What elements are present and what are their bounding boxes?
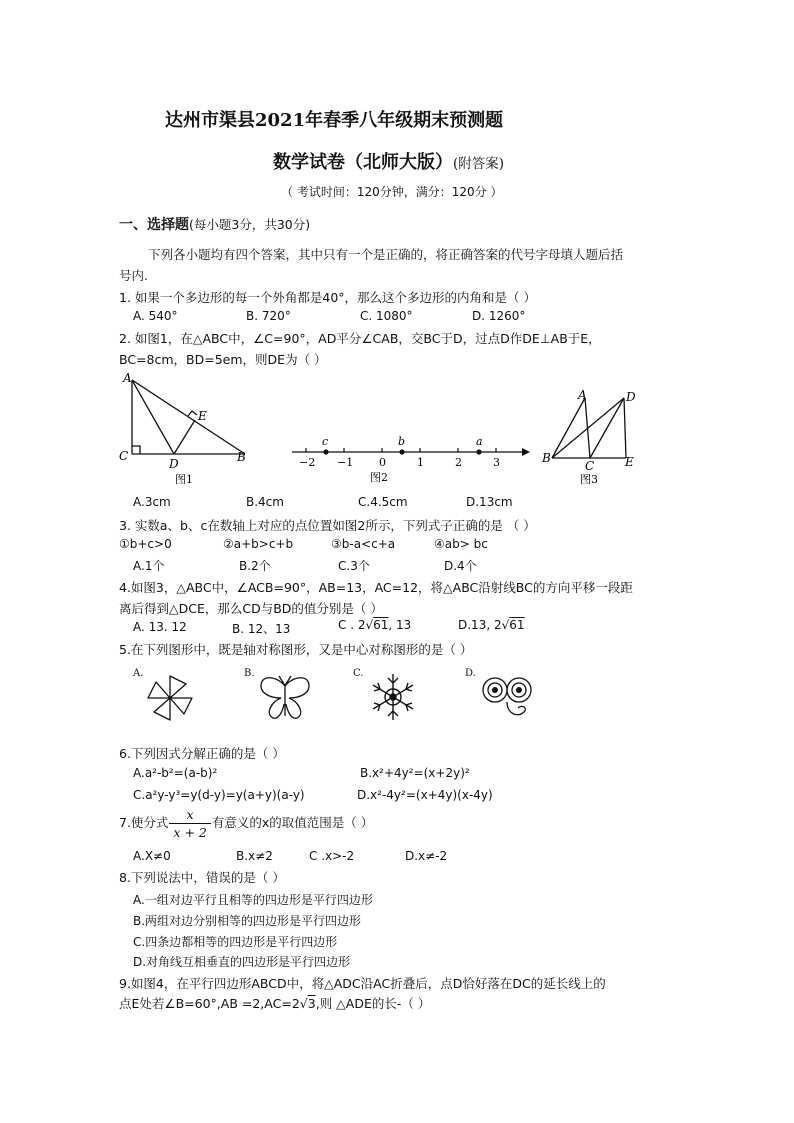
q7-denominator: x + 2	[173, 825, 207, 840]
q4-option-b: B. 12、13	[232, 622, 291, 636]
tick-label: 1	[417, 456, 424, 469]
q7-option-a: A.X≠0	[133, 849, 171, 863]
q1-stem: 1. 如果一个多边形的每一个外角都是40°，那么这个多边形的内角和是（ ）	[119, 290, 537, 305]
q7-prefix: 7.使分式	[119, 815, 169, 830]
q9-suffix: ,则 △ADE的长-（ ）	[315, 996, 431, 1011]
q2-option-c: C.4.5cm	[358, 495, 408, 509]
fig1-label-d: D	[169, 457, 179, 471]
section-heading	[119, 214, 310, 234]
q1-option-b: B. 720°	[246, 309, 291, 323]
q7-suffix: 有意义的x的取值范围是（ ）	[211, 815, 374, 830]
q3-statement-1: ①b+c>0	[119, 537, 172, 551]
eyes-icon	[478, 674, 538, 722]
q7-fraction	[169, 806, 210, 841]
q4-d-prefix: D.13, 2	[458, 618, 502, 632]
q8-option-d: D.对角线互相垂直的四边形是平行四边形	[133, 955, 351, 969]
fig2-caption: 图2	[370, 471, 388, 484]
figure-1	[115, 368, 255, 488]
q7-option-d: D.x≠-2	[405, 849, 448, 863]
fig1-label-e: E	[198, 409, 207, 423]
q4-option-d: D.13, 2√61	[458, 618, 525, 632]
fig1-label-c: C	[119, 449, 129, 463]
q9-prefix: 点E处若∠B=60°,AB =2,AC=2	[119, 996, 300, 1011]
subtitle-main: 数学试卷（北师大版）	[273, 152, 453, 173]
q3-statement-4: ④ab> bc	[434, 537, 488, 551]
fig1-caption: 图1	[175, 473, 193, 486]
fig3-label-e: E	[625, 455, 634, 469]
pinwheel-icon	[142, 670, 198, 726]
instruction-line2: 号内.	[119, 268, 148, 283]
fig3-label-b: B	[542, 451, 551, 465]
q4-c-suffix: , 13	[388, 618, 412, 632]
q5-option-a-label: A.	[133, 668, 144, 679]
q3-option-a: A.1个	[133, 559, 165, 573]
q8-option-c: C.四条边都相等的四边形是平行四边形	[133, 935, 338, 949]
q6-option-c: C.a²y-y³=y(d-y)=y(a+y)(a-y)	[133, 788, 305, 802]
q4-d-radicand: 61	[509, 618, 525, 632]
q7-option-b: B.x≠2	[236, 849, 273, 863]
q8-stem: 8.下列说法中，错误的是（ ）	[119, 870, 285, 885]
q4-option-a: A. 13. 12	[133, 620, 187, 634]
q2-option-a: A.3cm	[133, 495, 171, 509]
fig2-label-a: a	[476, 435, 483, 448]
q7-option-c: C .x>-2	[309, 849, 355, 863]
snowflake-icon	[366, 670, 420, 724]
fig3-label-c: C	[585, 459, 595, 473]
q5-option-b-label: B.	[244, 668, 255, 679]
point-b	[399, 449, 404, 454]
point-a	[476, 449, 481, 454]
q1-option-d: D. 1260°	[472, 309, 526, 323]
exam-subtitle	[273, 148, 504, 174]
figure-3	[540, 388, 650, 488]
fig1-label-a: A	[123, 371, 132, 385]
q4-stem-line2: 离后得到△DCE，那么CD与BD的值分别是（ ）	[119, 601, 383, 616]
q6-option-d: D.x²-4y²=(x+4y)(x-4y)	[357, 788, 493, 802]
q9-radicand: 3	[307, 996, 316, 1011]
fig3-label-d: D	[626, 390, 636, 404]
tick-label: 0	[379, 456, 386, 469]
fig2-label-b: b	[398, 435, 406, 448]
q6-option-a: A.a²-b²=(a-b)²	[133, 766, 218, 780]
q3-option-c: C.3个	[338, 559, 370, 573]
tick-label: 2	[455, 456, 462, 469]
section-title: 一、选择题	[119, 217, 189, 233]
q4-option-c: C . 2√61, 13	[338, 618, 412, 632]
q9-stem-line2: 点E处若∠B=60°,AB =2,AC=2√3,则 △ADE的长-（ ）	[119, 996, 431, 1011]
q3-statement-3: ③b-a<c+a	[331, 537, 396, 551]
tick-label: −1	[337, 456, 354, 469]
q5-option-c-label: C.	[353, 668, 364, 679]
butterfly-icon	[255, 672, 315, 724]
q5-option-d-label: D.	[465, 668, 476, 679]
q4-c-prefix: C . 2	[338, 618, 366, 632]
fig3-label-a: A	[578, 388, 587, 402]
q1-option-a: A. 540°	[133, 309, 178, 323]
exam-info: （ 考试时间：120分钟，满分：120分 ）	[281, 185, 503, 199]
q4-stem-line1: 4.如图3，△ABC中，∠ACB=90°，AB=13，AC=12，将△ABC沿射线BC的方向平移一段距	[119, 580, 633, 595]
q2-stem-line2: BC=8cm，BD=5em，则DE为（ ）	[119, 352, 327, 367]
q3-stem: 3. 实数a、b、c在数轴上对应的点位置如图2所示，下列式子正确的是 （ ）	[119, 518, 536, 533]
fig1-label-b: B	[237, 450, 246, 464]
q2-stem-line1: 2. 如图1，在△ABC中，∠C=90°，AD平分∠CAB，交BC于D，过点D作DE⊥AB于E，	[119, 331, 601, 346]
q3-statement-2: ②a+b>c+b	[223, 537, 294, 551]
q7-numerator: x	[169, 806, 210, 824]
section-note: (每小题3分，共30分)	[189, 217, 311, 232]
q6-option-b: B.x²+4y²=(x+2y)²	[360, 766, 470, 780]
q2-option-d: D.13cm	[466, 495, 513, 509]
tick-label: −2	[299, 456, 316, 469]
q8-option-a: A.一组对边平行且相等的四边形是平行四边形	[133, 893, 373, 907]
figure-2	[290, 430, 530, 490]
instruction-line1: 下列各小题均有四个答案，其中只有一个是正确的，将正确答案的代号字母填人题后括	[148, 247, 624, 262]
q3-option-d: D.4个	[444, 559, 477, 573]
q4-c-radicand: 61	[373, 618, 389, 632]
q8-option-b: B.两组对边分别相等的四边形是平行四边形	[133, 914, 362, 928]
fig2-label-c: c	[322, 435, 329, 448]
point-c	[323, 449, 328, 454]
fig3-caption: 图3	[580, 473, 598, 486]
exam-title: 达州市渠县2021年春季八年级期末预测题	[165, 110, 504, 131]
q7-stem	[119, 806, 373, 841]
q6-stem: 6.下列因式分解正确的是（ ）	[119, 746, 285, 761]
q9-stem-line1: 9.如图4，在平行四边形ABCD中，将△ADC沿AC折叠后，点D恰好落在DC的延长线上的	[119, 976, 606, 991]
q1-option-c: C. 1080°	[360, 309, 413, 323]
q3-option-b: B.2个	[239, 559, 271, 573]
q2-option-b: B.4cm	[246, 495, 284, 509]
q5-stem: 5.在下列图形中，既是轴对称图形，又是中心对称图形的是（ ）	[119, 642, 473, 657]
subtitle-suffix: (附答案)	[453, 156, 505, 172]
tick-label: 3	[493, 456, 500, 469]
